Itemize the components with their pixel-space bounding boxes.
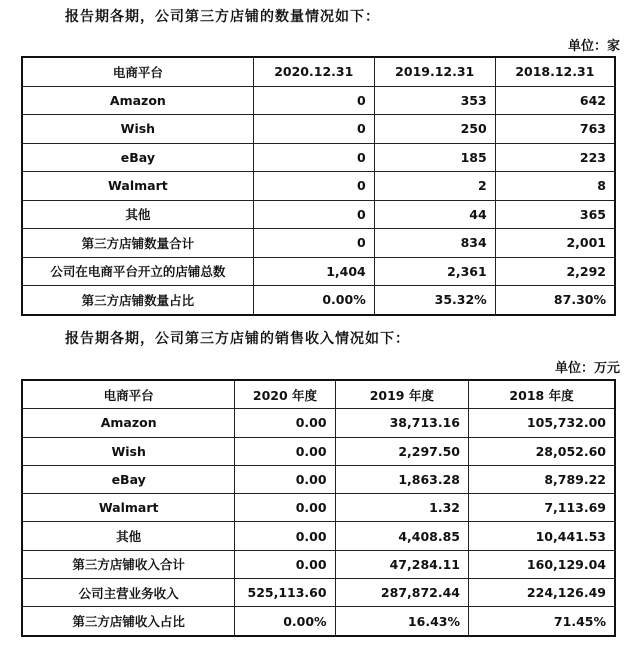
cell-value: 105,732.00 — [469, 409, 616, 437]
store-count-heading: 报告期各期，公司第三方店铺的数量情况如下： — [65, 9, 380, 25]
store-count-table — [21, 56, 616, 316]
row-label: 其他 — [22, 522, 235, 550]
cell-value: 35.32% — [374, 286, 495, 315]
row-label: 其他 — [22, 200, 253, 229]
cell-value: 47,284.11 — [335, 550, 468, 578]
cell-value: 0 — [253, 200, 374, 229]
cell-value: 0.00 — [235, 437, 335, 465]
row-label: 公司主营业务收入 — [22, 579, 235, 607]
row-label: Wish — [22, 115, 253, 144]
cell-value: 250 — [374, 115, 495, 144]
table-row — [22, 607, 615, 636]
column-header: 2018 年度 — [469, 380, 616, 409]
column-header: 2018.12.31 — [495, 57, 615, 86]
cell-value: 44 — [374, 200, 495, 229]
row-label: Amazon — [22, 86, 253, 115]
cell-value: 365 — [495, 200, 615, 229]
row-label: Walmart — [22, 172, 253, 201]
cell-value: 0.00 — [235, 409, 335, 437]
cell-value: 0.00 — [235, 550, 335, 578]
header-row — [22, 57, 615, 86]
table-row — [22, 409, 615, 437]
cell-value: 160,129.04 — [469, 550, 616, 578]
cell-value: 223 — [495, 143, 615, 172]
cell-value: 38,713.16 — [335, 409, 468, 437]
row-label: eBay — [22, 465, 235, 493]
row-label: 公司在电商平台开立的店铺总数 — [22, 257, 253, 286]
cell-value: 28,052.60 — [469, 437, 616, 465]
table-row — [22, 465, 615, 493]
column-header: 2020 年度 — [235, 380, 335, 409]
cell-value: 0 — [253, 115, 374, 144]
cell-value: 185 — [374, 143, 495, 172]
cell-value: 2,361 — [374, 257, 495, 286]
row-label: eBay — [22, 143, 253, 172]
cell-value: 0.00% — [253, 286, 374, 315]
table-row — [22, 522, 615, 550]
row-label: Wish — [22, 437, 235, 465]
cell-value: 0 — [253, 229, 374, 258]
table-row — [22, 437, 615, 465]
table-row — [22, 172, 615, 201]
row-label: 第三方店铺数量占比 — [22, 286, 253, 315]
column-header: 电商平台 — [22, 380, 235, 409]
cell-value: 0 — [253, 143, 374, 172]
table-row — [22, 550, 615, 578]
cell-value: 0 — [253, 172, 374, 201]
table-row — [22, 86, 615, 115]
row-label: Amazon — [22, 409, 235, 437]
cell-value: 0.00 — [235, 494, 335, 522]
cell-value: 224,126.49 — [469, 579, 616, 607]
cell-value: 1.32 — [335, 494, 468, 522]
cell-value: 0 — [253, 86, 374, 115]
cell-value: 10,441.53 — [469, 522, 616, 550]
cell-value: 1,863.28 — [335, 465, 468, 493]
cell-value: 834 — [374, 229, 495, 258]
row-label: Walmart — [22, 494, 235, 522]
store-revenue-heading: 报告期各期，公司第三方店铺的销售收入情况如下： — [65, 331, 410, 347]
cell-value: 2,297.50 — [335, 437, 468, 465]
cell-value: 0.00 — [235, 465, 335, 493]
table-row — [22, 229, 615, 258]
cell-value: 2,292 — [495, 257, 615, 286]
store-count-unit: 单位：家 — [567, 39, 620, 54]
cell-value: 16.43% — [335, 607, 468, 636]
table-row — [22, 286, 615, 315]
cell-value: 0.00% — [235, 607, 335, 636]
row-label: 第三方店铺收入占比 — [22, 607, 235, 636]
table-row — [22, 579, 615, 607]
store-revenue-table — [21, 379, 616, 637]
table-row — [22, 115, 615, 144]
row-label: 第三方店铺收入合计 — [22, 550, 235, 578]
cell-value: 7,113.69 — [469, 494, 616, 522]
cell-value: 2 — [374, 172, 495, 201]
cell-value: 4,408.85 — [335, 522, 468, 550]
cell-value: 2,001 — [495, 229, 615, 258]
cell-value: 0.00 — [235, 522, 335, 550]
cell-value: 287,872.44 — [335, 579, 468, 607]
column-header: 2019.12.31 — [374, 57, 495, 86]
table-row — [22, 494, 615, 522]
column-header: 电商平台 — [22, 57, 253, 86]
cell-value: 763 — [495, 115, 615, 144]
row-label: 第三方店铺数量合计 — [22, 229, 253, 258]
cell-value: 71.45% — [469, 607, 616, 636]
cell-value: 642 — [495, 86, 615, 115]
column-header: 2020.12.31 — [253, 57, 374, 86]
store-revenue-unit: 单位：万元 — [554, 361, 620, 376]
cell-value: 87.30% — [495, 286, 615, 315]
column-header: 2019 年度 — [335, 380, 468, 409]
cell-value: 1,404 — [253, 257, 374, 286]
cell-value: 525,113.60 — [235, 579, 335, 607]
cell-value: 353 — [374, 86, 495, 115]
table-row — [22, 257, 615, 286]
table-row — [22, 200, 615, 229]
cell-value: 8 — [495, 172, 615, 201]
cell-value: 8,789.22 — [469, 465, 616, 493]
table-row — [22, 143, 615, 172]
header-row — [22, 380, 615, 409]
